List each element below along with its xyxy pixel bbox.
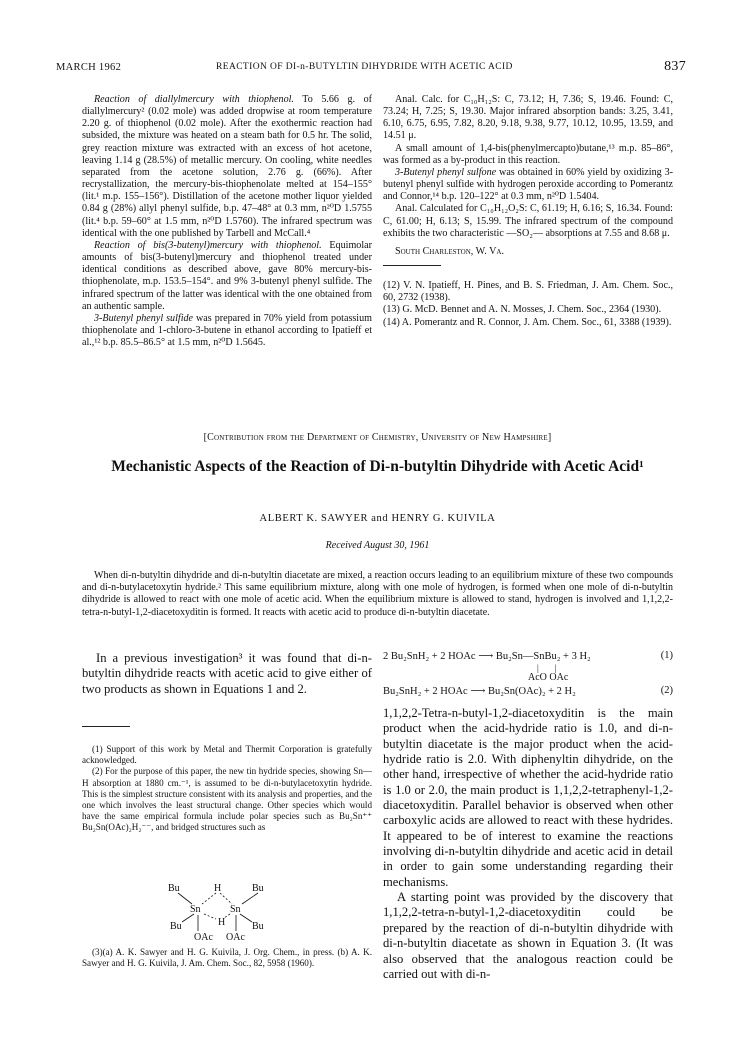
footnote-divider [82,726,130,727]
bond [178,893,192,904]
paragraph: Anal. Calc. for C₁₀H₁₂S: C, 73.12; H, 7.36; S, 19.46. Found: C, 73.24; H, 7.25; S, 19.30. Major infrared absorption bands: 3.25, 3.41, 6.10, 6.75, 6.95, 7.82, 8.20, 9.18, 9.38, 9.77, 10.12, 10.95, 13.59, and 14.51 μ. [383,94,673,142]
label-bu: Bu [252,883,264,894]
label-bu: Bu [252,921,264,932]
paragraph: Reaction of bis(3-butenyl)mercury with thiophenol. Equimolar amounts of bis(3-butenyl)mercury and thiophenol treated under identical conditions as described above, gave 80% mercury-bis-thiophenolate, m.p. 153.5–154°. and 9% 3-butenyl phenyl sulfide. The infrared spectrum of the latter was identical with the one obtained from an authentic sample. [82,239,372,312]
bond [240,914,252,922]
label-oac: OAc [194,932,213,943]
bond [182,914,194,922]
contribution-line: [Contribution from the Department of Chemistry, University of New Hampshire] [203,432,552,443]
reaction-arrow-icon: ⟶ [478,651,496,662]
page-number: 837 [664,59,686,74]
article-title: Mechanistic Aspects of the Reaction of Di-n-butyltin Dihydride with Acetic Acid¹ [111,458,644,475]
label-oac: OAc [226,932,245,943]
abstract [82,570,673,619]
intro-text: In a previous investigation³ it was found that di-n-butyltin dihydride reacts with acetic acid to give either of two products as shown in Equations 1 and 2. [82,651,372,696]
paragraph: A starting point was provided by the discovery that 1,1,2,2-tetra-n-butyl-1,2-diacetoxyditin could be prepared by the reaction of di-n-butyltin dihydride with di-n-butyltin diacetate as shown in Equation 3. (It was also observed that the analogous reaction could be carried out with di-n- [383,890,673,981]
main-text-right [383,706,673,982]
eq1-lhs: 2 Bu₂SnH₂ + 2 HOAc [383,651,476,662]
footnote: (1) Support of this work by Metal and Thermit Corporation is gratefully acknowledged. [82,744,372,766]
paragraph: 1,1,2,2-Tetra-n-butyl-1,2-diacetoxyditin is the main product when the acid-hydride ratio is 1.0, and di-n-butyltin diacetate is the major product when the acid-hydride ratio is 2.0. With diphenyltin dihydride, on the other hand, irrespective of whether the acid-hydride ratio is 1.0 or 2.0, the main product is 1,1,2,2-tetraphenyl-1,2-diacetoxyditin. Parallel behavior is observed when other carboxylic acids are allowed to react with these hydrides. It appeared to be of interest to examine the reactions involving di-n-butyltin dihydride and acetic acid in detail in order to gain some understanding regarding their mechanisms. [383,706,673,889]
label-sn: Sn [230,904,241,915]
reference: (12) V. N. Ipatieff, H. Pines, and B. S. Friedman, J. Am. Chem. Soc., 60, 2732 (1938). [383,280,673,304]
eq1-rhs: Bu₂Sn—SnBu₂ + 3 H₂ [495,651,591,662]
eq2-lhs: Bu₂SnH₂ + 2 HOAc [383,686,468,697]
footnote-3 [82,947,372,969]
paragraph: 3-Butenyl phenyl sulfone was obtained in 60% yield by oxidizing 3-butenyl phenyl sulfide with hydrogen peroxide according to Pomerantz and Connor,¹⁴ b.p. 120–122° at 0.3 mm, n²⁰D 1.5404. [383,166,673,203]
equation-1 [383,650,673,662]
bridged-structure-diagram [160,881,320,943]
authors: ALBERT K. SAWYER and HENRY G. KUIVILA [259,513,496,524]
eq2-rhs: Bu₂Sn(OAc)₂ + 2 H₂ [488,686,576,697]
label-h: H [214,883,222,894]
label-sn: Sn [190,904,201,915]
bond [242,893,258,904]
bond [202,893,216,904]
eq1-bonds: | | [537,663,557,673]
footnotes [82,744,372,834]
paragraph: 3-Butenyl phenyl sulfide was prepared in 70% yield from potassium thiophenolate and 1-chloro-3-butene in ethanol according to Ipatieff et al.,¹² b.p. 85.5–86.5° at 1.5 mm, n²⁰D 1.5645. [82,312,372,349]
abstract-text: When di-n-butyltin dihydride and di-n-butyltin diacetate are mixed, a reaction occurs leading to an equilibrium mixture of these two compounds and di-n-butylacetoxytin hydride.² This same equilibrium mixture, along with one mole of hydrogen, is formed when one mole of di-n-butyltin dihydride is allowed to react with one mole of acetic acid. When the equilibrium mixture is allowed to stand, hydrogen is involved and 1,1,2,2-tetra-n-butyl-1,2-diacetoxyditin is formed. It reacts with acetic acid to produce di-n-butyltin diacetate. [82,570,673,618]
eq2-number: (2) [660,685,673,696]
received-date: Received August 30, 1961 [325,540,430,551]
eq1-number: (1) [660,650,673,661]
top-right-column [383,94,673,329]
references [383,280,673,329]
paragraph: Anal. Calculated for C₁₀H₁₂O₂S: C, 61.19; H, 6.16; S, 16.34. Found: C, 61.00; H, 6.13; S, 15.99. The infrared spectrum of the compound exhibits the two characteristic —SO₂— absorptions at 7.55 and 8.68 μ. [383,203,673,239]
divider [383,265,441,266]
label-bu: Bu [170,921,182,932]
reaction-arrow-icon: ⟶ [470,686,489,697]
footnote: (2) For the purpose of this paper, the new tin hydride species, showing Sn—H absorption at 1880 cm.⁻¹, is assumed to be di-n-butylacetoxytin hydride. This is the simplest structure consistent with its analysis and properties, and the one which involves the least structural change. Other species which would have the same empirical formula include polar species such as Bu₂Sn⁺⁺ Bu₂Sn(OAc)₂H₂⁻⁻, and bridged structures such as [82,766,372,833]
paragraph: A small amount of 1,4-bis(phenylmercapto)butane,¹³ m.p. 85–86°, was formed as a by-product in this reaction. [383,142,673,166]
eq1-substituents: AcO OAc [528,672,569,683]
bond [220,893,232,904]
reference: (14) A. Pomerantz and R. Connor, J. Am. Chem. Soc., 61, 3388 (1939). [383,316,672,328]
label-h: H [218,917,226,928]
header-title: REACTION OF DI-n-BUTYLTIN DIHYDRIDE WITH ACETIC ACID [216,62,513,72]
equation-2 [383,685,673,697]
running-header [56,59,686,80]
bond [204,914,216,919]
intro-paragraph [82,651,372,697]
paragraph: Reaction of diallylmercury with thiophenol. To 5.66 g. of diallylmercury² (0.02 mole) was added dropwise at room temperature 2.20 g. of thiophenol (0.02 mole). After the exothermic reaction had subsided, the mixture was heated on a steam bath for 0.5 hr. The solid, grey reaction mixture was extracted with an excess of hot acetone, leaving 1.14 g (28.5%) of metallic mercury. On cooling, white needles separated from the acetone solution, 2.76 g. (66%). After recrystallization, the mercury-bis-thiophenolate melted at 154–155° (lit.¹ m.p. 155–156°). Distillation of the acetone mother liquor yielded 0.84 g (28%) allyl phenyl sulfide, b.p. 47–48° at 0.3 mm, n²⁰D 1.5755 (lit.⁴ b.p. 59–60° at 1.5 mm, n²⁰D 1.5760). The infrared spectrum was identical with the one published by Tarbell and McCall.⁴ [82,94,372,239]
label-bu: Bu [168,883,180,894]
reference: (13) G. McD. Bennet and A. N. Mosses, J. Chem. Soc., 2364 (1930). [383,304,662,316]
footnote: (3)(a) A. K. Sawyer and H. G. Kuivila, J. Org. Chem., in press. (b) A. K. Sawyer and H. G. Kuivila, J. Am. Chem. Soc., 82, 5958 (1960). [82,947,372,969]
header-date: MARCH 1962 [56,62,122,73]
location: South Charleston, W. Va. [395,245,504,257]
top-left-column [82,94,372,349]
